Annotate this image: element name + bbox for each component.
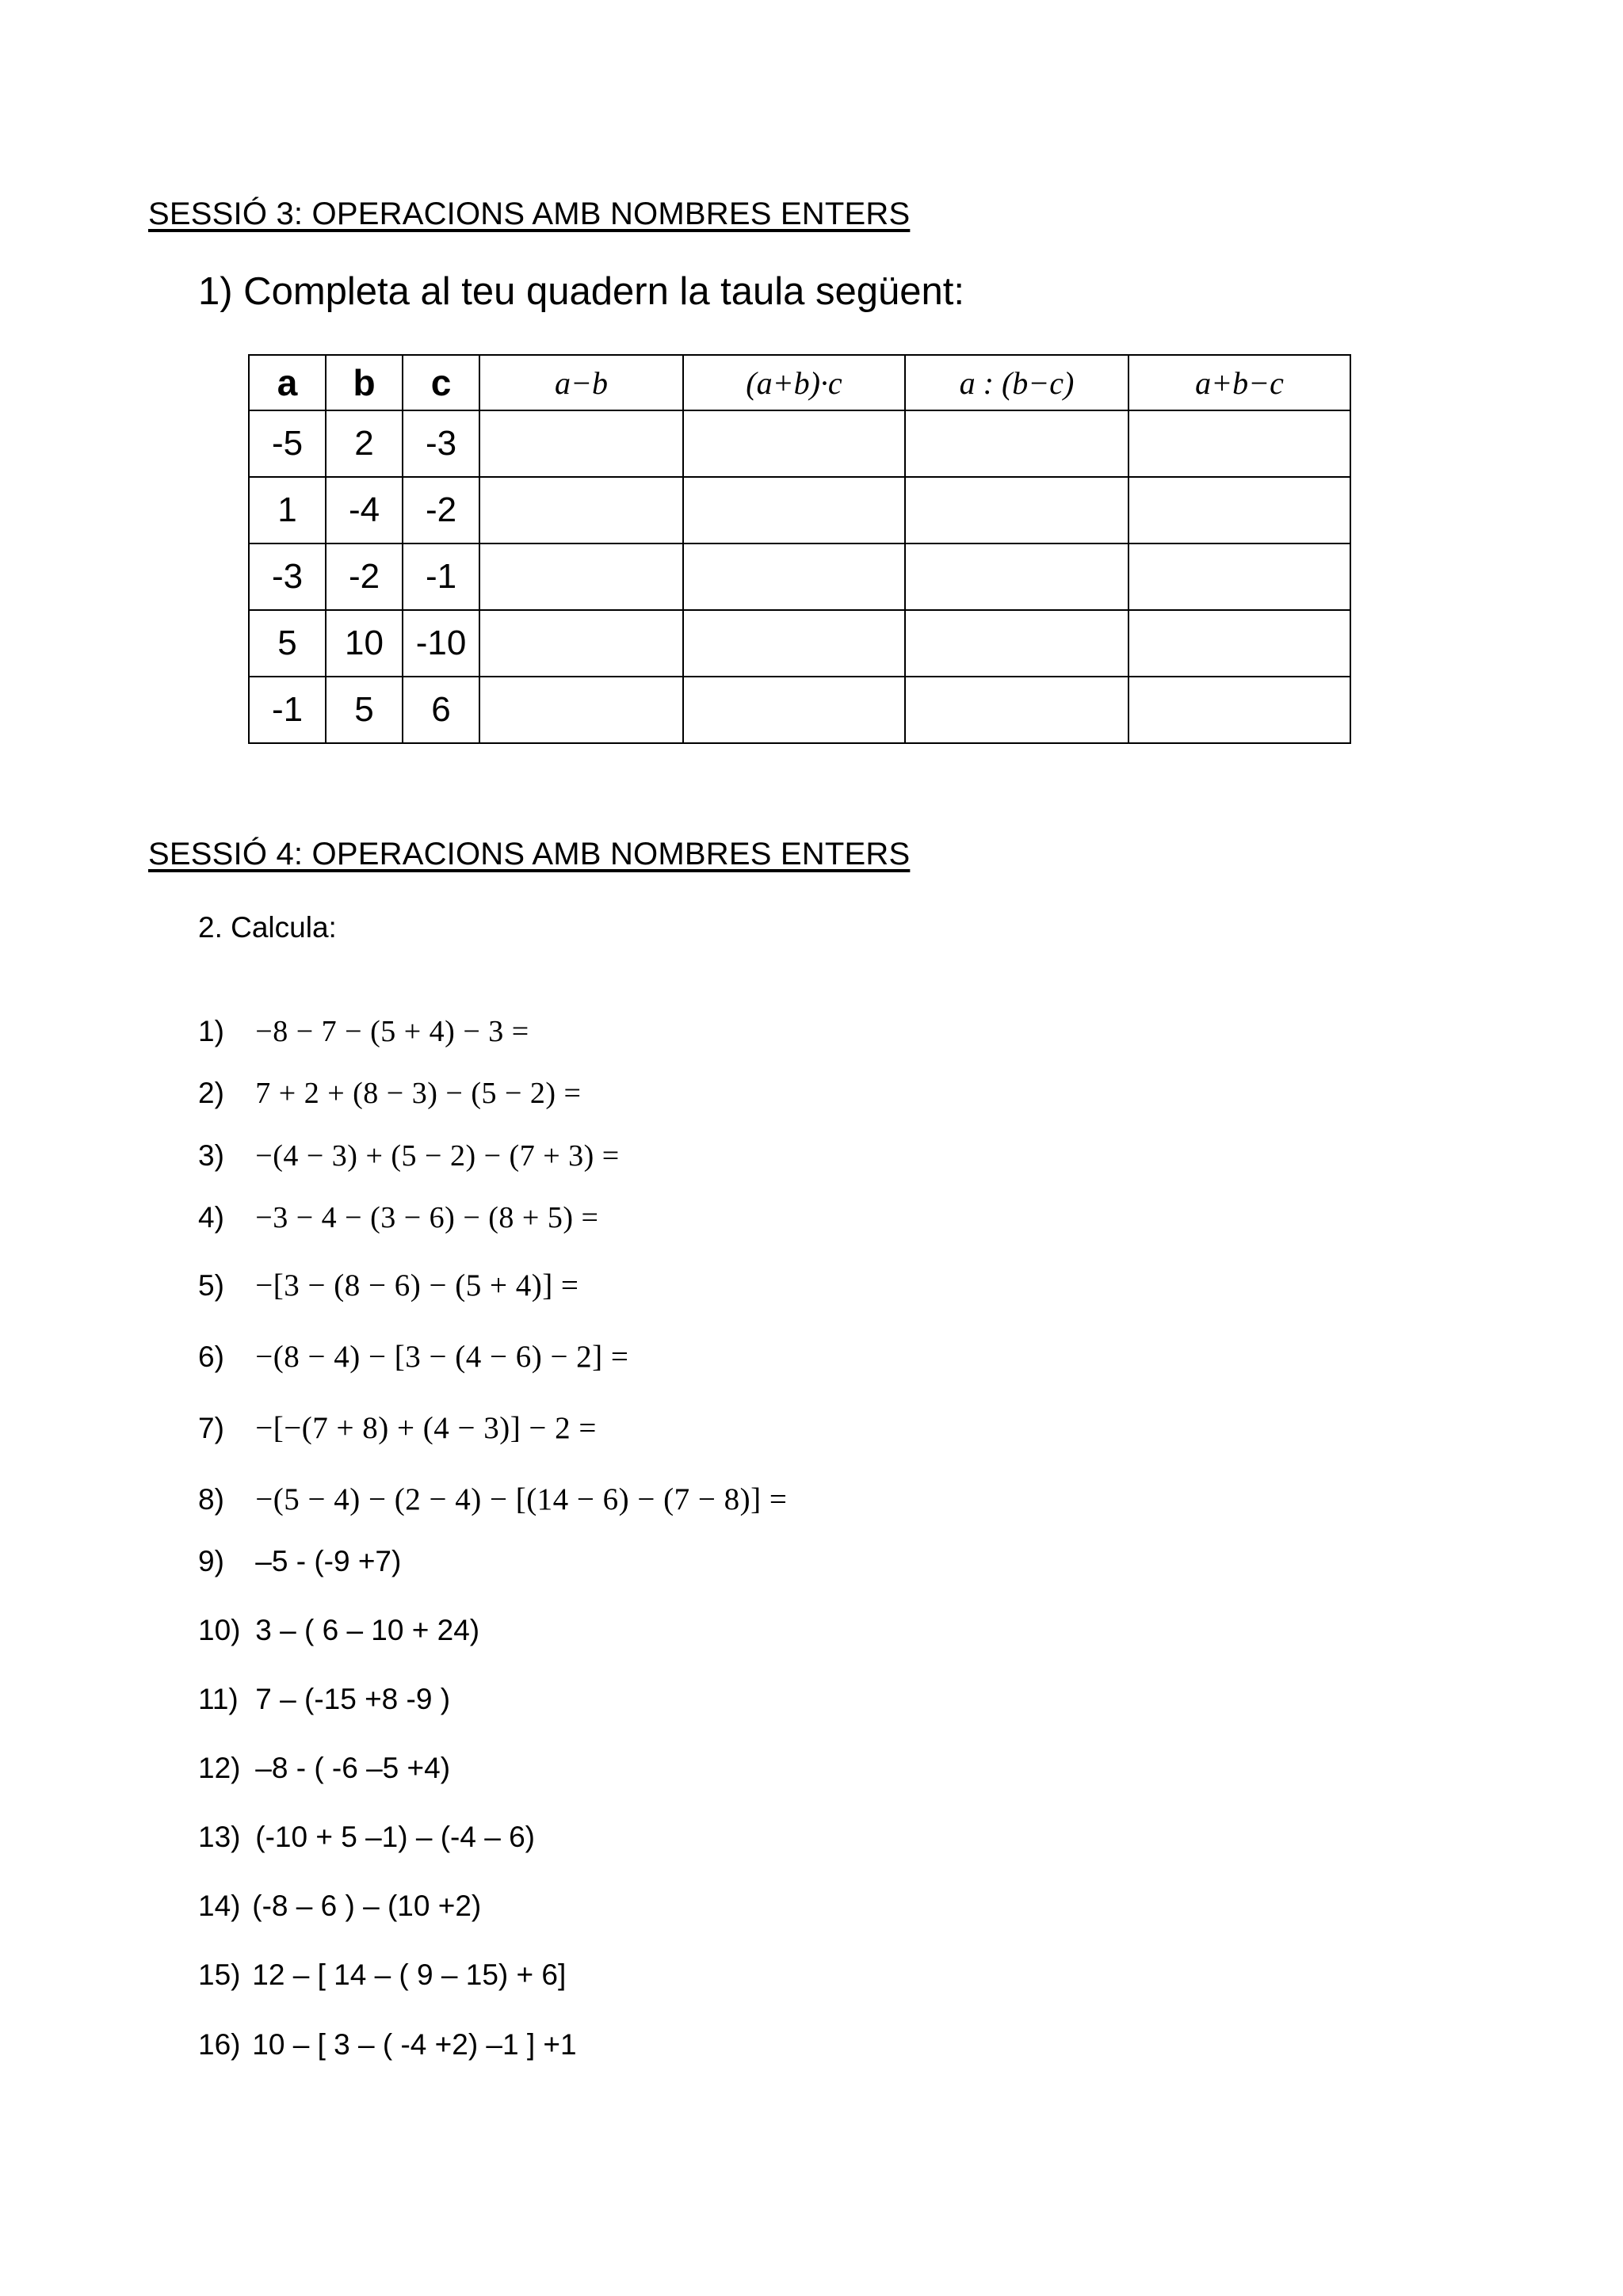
list-item <box>198 1014 529 1049</box>
expression: 12 – [ 14 – ( 9 – 15) + 6] <box>252 1958 567 1991</box>
table-header-row <box>249 355 1350 410</box>
values-table <box>248 354 1351 744</box>
header-a-plus-b-minus-c: a+b−c <box>1128 355 1350 410</box>
item-number: 1) <box>198 1015 224 1047</box>
expression: –5 - (-9 +7) <box>255 1545 402 1577</box>
expression: 7 – (-15 +8 -9 ) <box>255 1683 451 1715</box>
item-number: 3) <box>198 1139 224 1172</box>
session-3-heading: SESSIÓ 3: OPERACIONS AMB NOMBRES ENTERS <box>148 196 911 231</box>
table-row <box>249 477 1350 543</box>
cell-a: -1 <box>249 677 326 743</box>
list-item <box>198 1482 787 1517</box>
answer-cell <box>905 410 1128 477</box>
item-number: 5) <box>198 1269 224 1302</box>
cell-b: 5 <box>326 677 403 743</box>
expression: 10 – [ 3 – ( -4 +2) –1 ] +1 <box>252 2028 577 2061</box>
expression: −(8 − 4) − [3 − (4 − 6) − 2] = <box>255 1340 629 1374</box>
cell-c: -3 <box>403 410 479 477</box>
cell-b: -4 <box>326 477 403 543</box>
list-item <box>198 1268 579 1303</box>
cell-a: -5 <box>249 410 326 477</box>
header-b: b <box>326 355 403 410</box>
cell-c: -2 <box>403 477 479 543</box>
answer-cell <box>1128 543 1350 610</box>
expression: (-10 + 5 –1) – (-4 – 6) <box>255 1821 535 1853</box>
answer-cell <box>683 610 905 677</box>
list-item <box>198 1614 479 1647</box>
list-item <box>198 1138 620 1173</box>
table-row <box>249 610 1350 677</box>
answer-cell <box>905 610 1128 677</box>
expression: –8 - ( -6 –5 +4) <box>255 1752 451 1784</box>
list-item <box>198 1683 450 1716</box>
answer-cell <box>683 543 905 610</box>
item-number: 13) <box>198 1821 241 1853</box>
answer-cell <box>905 677 1128 743</box>
item-number: 2) <box>198 1077 224 1109</box>
table-row <box>249 677 1350 743</box>
item-number: 4) <box>198 1201 224 1234</box>
expression: −(5 − 4) − (2 − 4) − [(14 − 6) − (7 − 8)] = <box>255 1482 788 1516</box>
cell-b: -2 <box>326 543 403 610</box>
answer-cell <box>683 477 905 543</box>
expression: −[3 − (8 − 6) − (5 + 4)] = <box>255 1268 579 1302</box>
table-row <box>249 543 1350 610</box>
item-number: 9) <box>198 1545 224 1577</box>
list-item <box>198 1890 481 1923</box>
session-4-heading: SESSIÓ 4: OPERACIONS AMB NOMBRES ENTERS <box>148 837 911 871</box>
item-number: 11) <box>198 1683 239 1715</box>
answer-cell <box>479 610 683 677</box>
item-number: 16) <box>198 2028 241 2061</box>
expression: −3 − 4 − (3 − 6) − (8 + 5) = <box>255 1201 599 1234</box>
header-a-minus-b: a−b <box>479 355 683 410</box>
header-a: a <box>249 355 326 410</box>
answer-cell <box>1128 477 1350 543</box>
item-number: 6) <box>198 1341 224 1373</box>
list-item <box>198 1410 597 1446</box>
expression: −8 − 7 − (5 + 4) − 3 = <box>255 1015 529 1048</box>
cell-b: 2 <box>326 410 403 477</box>
answer-cell <box>905 543 1128 610</box>
answer-cell <box>479 410 683 477</box>
list-item <box>198 1752 450 1785</box>
answer-cell <box>479 543 683 610</box>
answer-cell <box>683 677 905 743</box>
cell-c: -10 <box>403 610 479 677</box>
header-c: c <box>403 355 479 410</box>
expression: (-8 – 6 ) – (10 +2) <box>252 1890 482 1922</box>
answer-cell <box>905 477 1128 543</box>
item-number: 15) <box>198 1958 241 1991</box>
list-item <box>198 1339 628 1375</box>
answer-cell <box>1128 677 1350 743</box>
table-row <box>249 410 1350 477</box>
cell-b: 10 <box>326 610 403 677</box>
item-number: 10) <box>198 1614 241 1646</box>
cell-a: -3 <box>249 543 326 610</box>
answer-cell <box>479 677 683 743</box>
cell-a: 1 <box>249 477 326 543</box>
answer-cell <box>479 477 683 543</box>
cell-c: -1 <box>403 543 479 610</box>
item-number: 8) <box>198 1483 224 1516</box>
exercise-1-instruction: 1) Completa al teu quadern la taula següent: <box>198 270 965 313</box>
header-a-plus-b-times-c: (a+b)·c <box>683 355 905 410</box>
cell-c: 6 <box>403 677 479 743</box>
expression: 7 + 2 + (8 − 3) − (5 − 2) = <box>255 1077 582 1110</box>
answer-cell <box>1128 410 1350 477</box>
list-item <box>198 1958 566 1992</box>
answer-cell <box>1128 610 1350 677</box>
list-item <box>198 1821 535 1854</box>
expression: 3 – ( 6 – 10 + 24) <box>255 1614 480 1646</box>
answer-cell <box>683 410 905 477</box>
expression: −(4 − 3) + (5 − 2) − (7 + 3) = <box>255 1139 620 1173</box>
item-number: 14) <box>198 1890 241 1922</box>
list-item <box>198 1545 401 1578</box>
item-number: 7) <box>198 1412 224 1444</box>
expression: −[−(7 + 8) + (4 − 3)] − 2 = <box>255 1411 597 1445</box>
list-item <box>198 1076 581 1111</box>
list-item <box>198 1200 598 1235</box>
cell-a: 5 <box>249 610 326 677</box>
item-number: 12) <box>198 1752 241 1784</box>
exercise-2-instruction: 2. Calcula: <box>198 911 337 944</box>
header-a-div-b-minus-c: a : (b−c) <box>905 355 1128 410</box>
list-item <box>198 2028 577 2061</box>
